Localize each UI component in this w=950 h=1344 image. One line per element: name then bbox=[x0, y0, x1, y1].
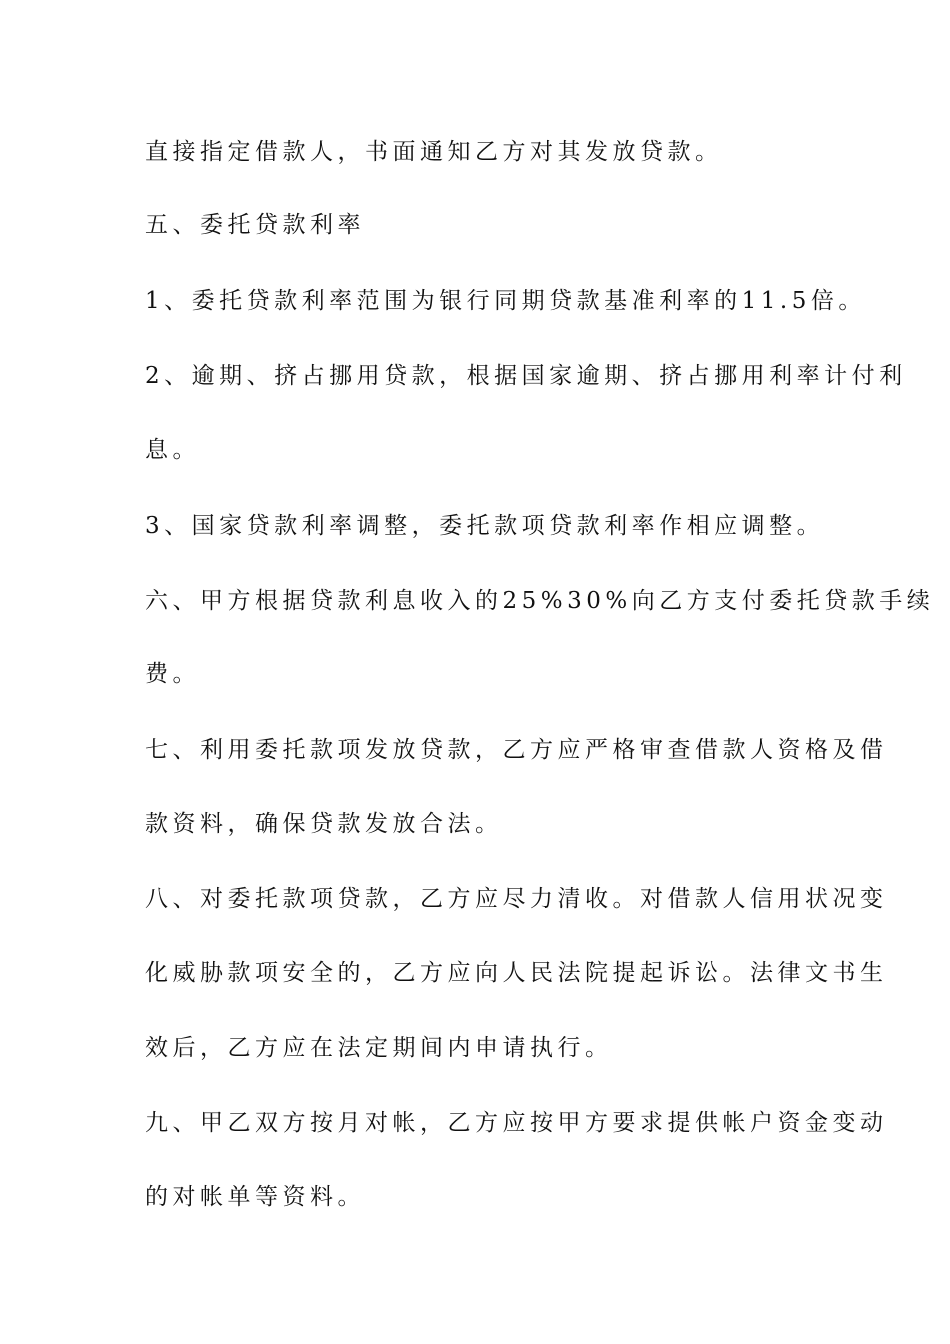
text-line: 费。 bbox=[145, 661, 200, 687]
text-line: 六、甲方根据贷款利息收入的25%30%向乙方支付委托贷款手续 bbox=[145, 588, 935, 614]
section-heading: 五、委托贷款利率 bbox=[145, 212, 365, 238]
text-line: 1、委托贷款利率范围为银行同期贷款基准利率的11.5倍。 bbox=[145, 288, 866, 314]
text-line: 2、逾期、挤占挪用贷款，根据国家逾期、挤占挪用利率计付利 bbox=[145, 363, 907, 389]
text-line: 3、国家贷款利率调整，委托款项贷款利率作相应调整。 bbox=[145, 513, 825, 539]
text-line: 八、对委托款项贷款，乙方应尽力清收。对借款人信用状况变 bbox=[145, 886, 888, 912]
text-line: 化威胁款项安全的，乙方应向人民法院提起诉讼。法律文书生 bbox=[145, 960, 888, 986]
text-line: 的对帐单等资料。 bbox=[145, 1184, 365, 1210]
text-line: 款资料，确保贷款发放合法。 bbox=[145, 811, 503, 837]
text-line: 九、甲乙双方按月对帐，乙方应按甲方要求提供帐户资金变动 bbox=[145, 1110, 888, 1136]
text-line: 七、利用委托款项发放贷款，乙方应严格审查借款人资格及借 bbox=[145, 737, 888, 763]
text-line: 直接指定借款人，书面通知乙方对其发放贷款。 bbox=[145, 139, 723, 165]
text-line: 息。 bbox=[145, 437, 200, 463]
text-line: 效后，乙方应在法定期间内申请执行。 bbox=[145, 1035, 613, 1061]
